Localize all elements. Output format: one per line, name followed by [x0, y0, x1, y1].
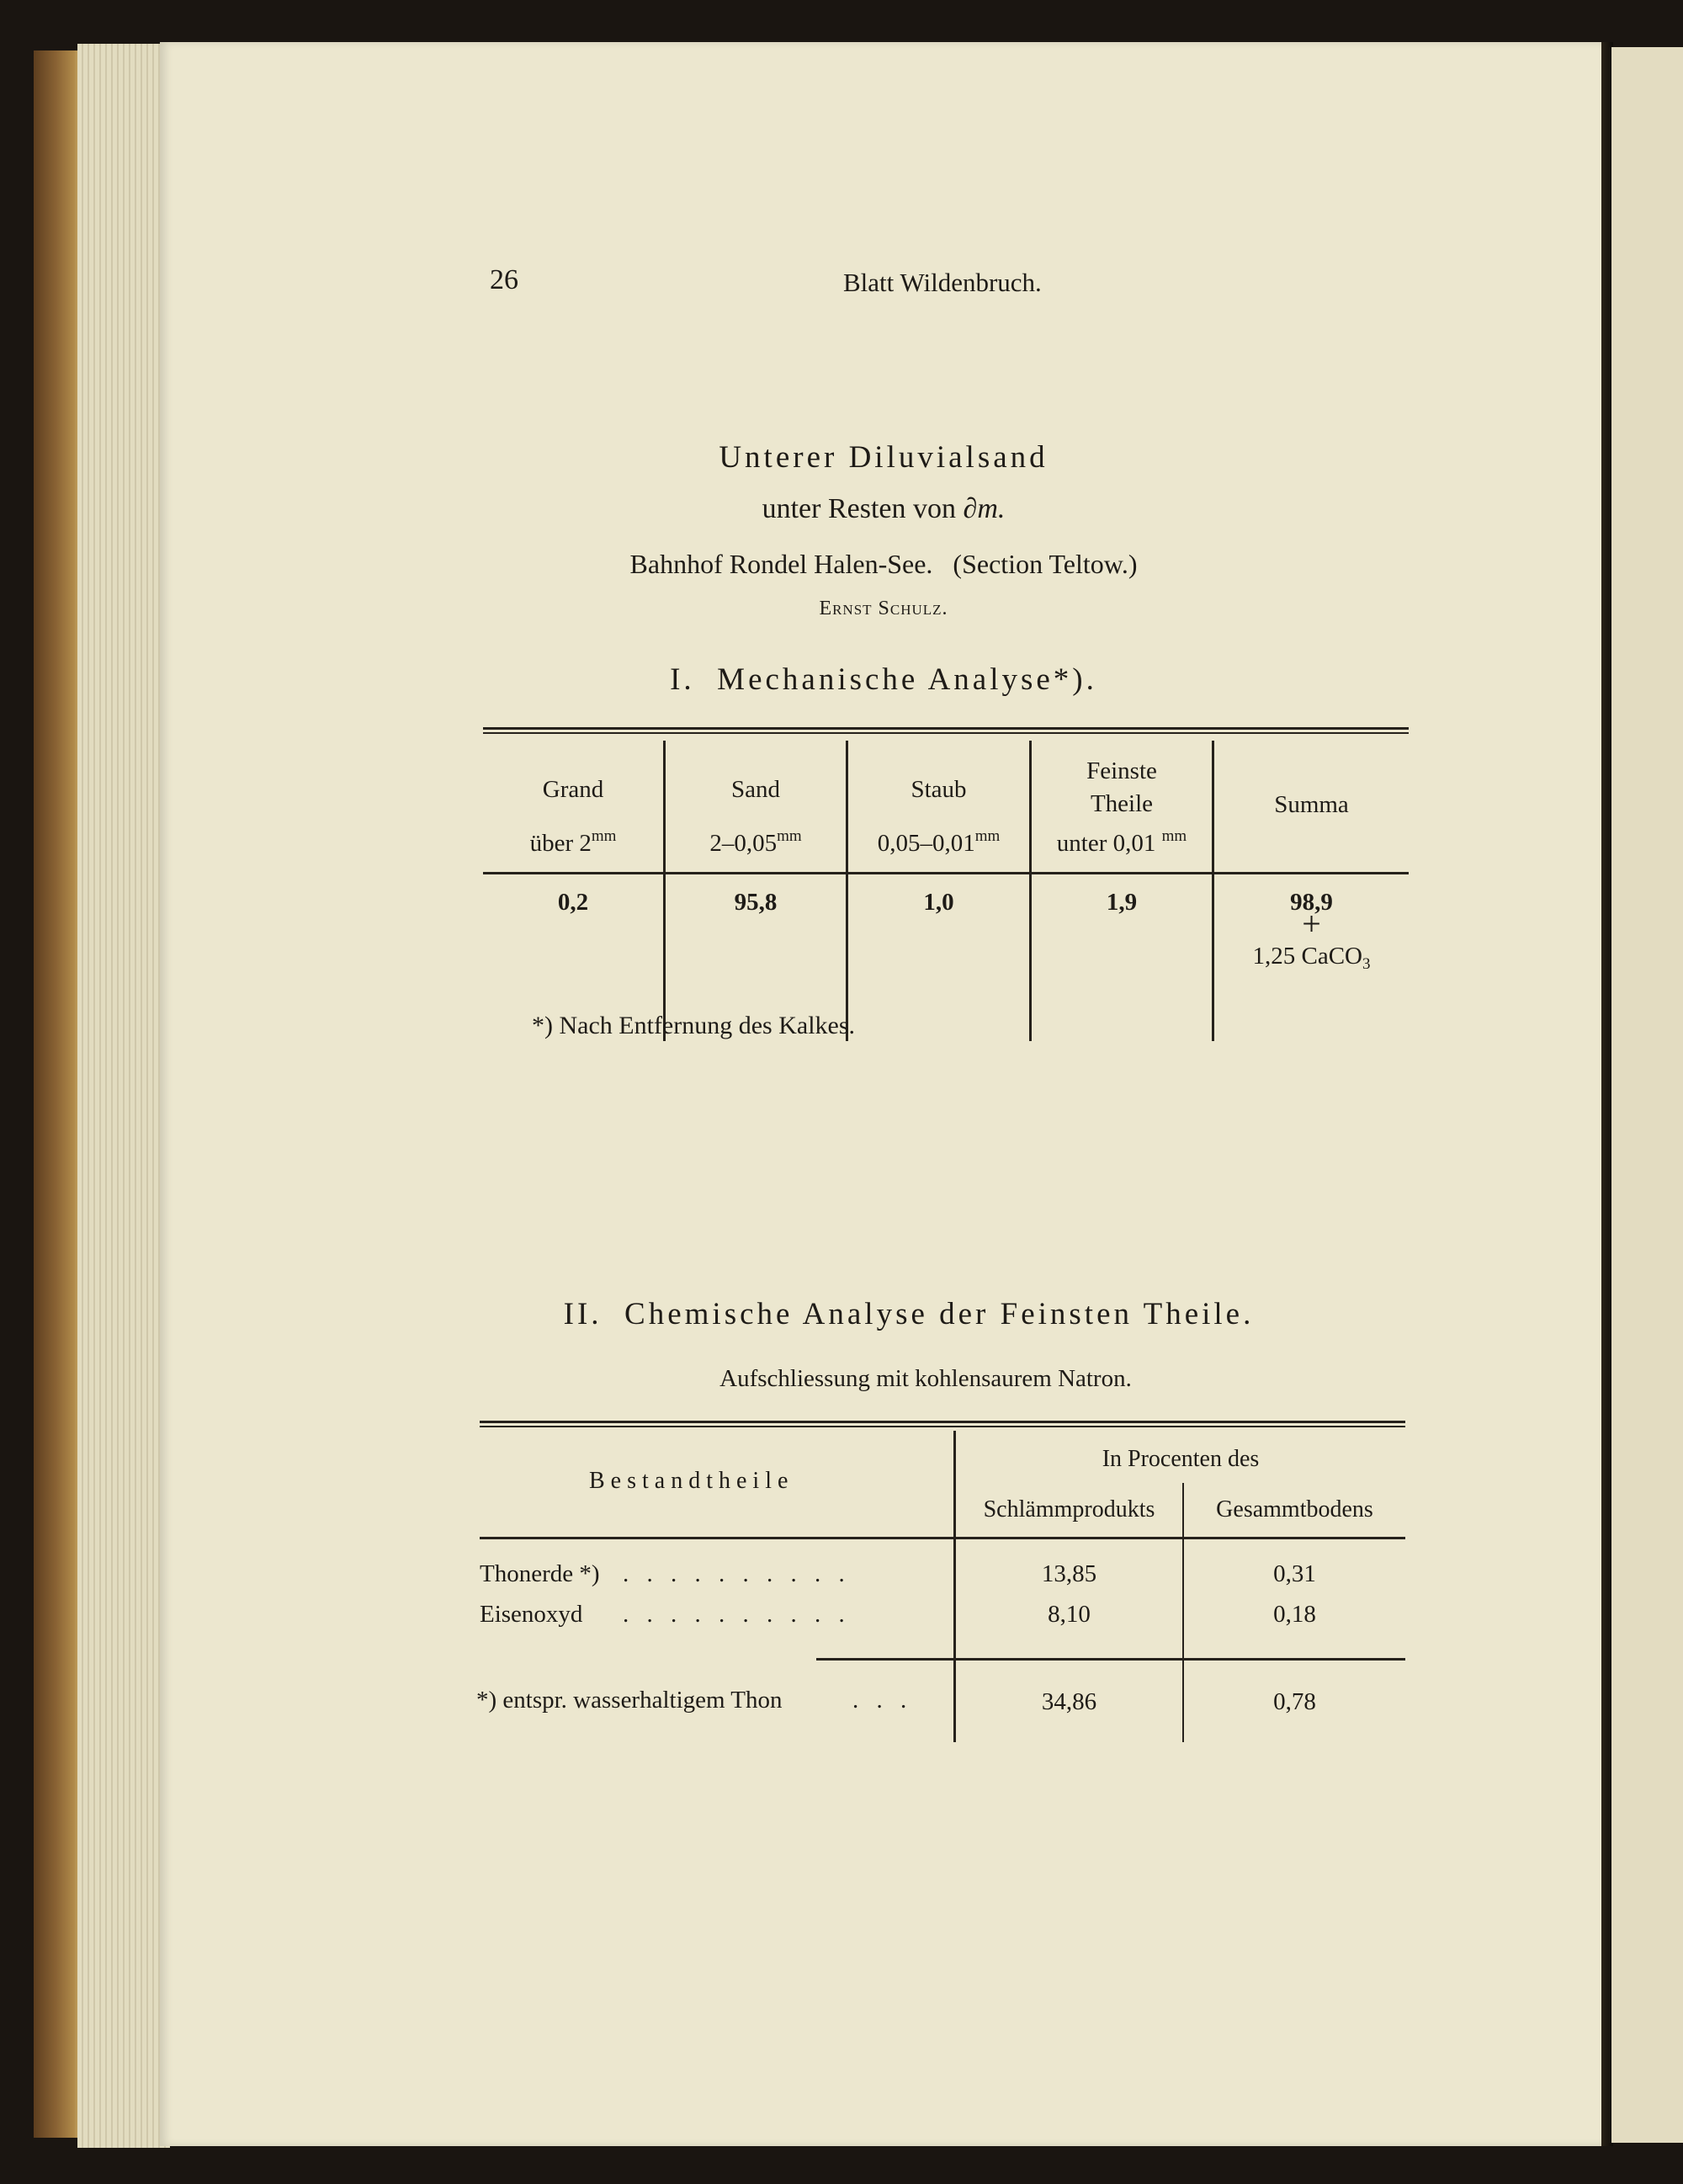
col-header-feinste: Feinste	[1086, 757, 1157, 784]
table-row-label: Thonerde *)	[480, 1560, 600, 1587]
col-header-sand: Sand	[731, 776, 780, 803]
unit-value: unter 0,01	[1056, 830, 1162, 857]
unit-value: 0,05–0,01	[877, 830, 975, 857]
chemical-analysis-title: II. Chemische Analyse der Feinsten Theile.	[563, 1297, 1255, 1331]
chemical-analysis-subtitle: Aufschliessung mit kohlensaurem Natron.	[719, 1365, 1132, 1392]
location-line: Bahnhof Rondel Halen-See. (Section Teltow.)	[629, 549, 1138, 579]
value-sand: 95,8	[734, 889, 778, 916]
section-subtitle	[589, 493, 1178, 525]
mechanical-analysis-title: I. Mechanische Analyse*).	[670, 662, 1097, 697]
col-unit-staub	[848, 828, 1029, 858]
footnote-value-schlaemm: 34,86	[1041, 1688, 1097, 1715]
section-title: Unterer Diluvialsand	[719, 440, 1049, 475]
footnote-value-gesammt: 0,78	[1273, 1688, 1316, 1715]
col-header-components: Bestandtheile	[589, 1468, 794, 1494]
unit-value: über 2	[529, 830, 592, 857]
facing-page-edge	[1611, 47, 1683, 2143]
col-header-schlaemmprodukts: Schlämmprodukts	[983, 1496, 1155, 1522]
carbonate-subscript: 3	[1362, 955, 1371, 973]
col-header-staub: Staub	[911, 776, 967, 803]
value-staub: 1,0	[923, 889, 954, 916]
col-header-gesammtbodens: Gesammtbodens	[1216, 1496, 1373, 1522]
col-header-grand: Grand	[542, 776, 604, 803]
unit-superscript: mm	[591, 827, 617, 845]
col-unit-sand	[666, 828, 846, 858]
running-title: Blatt Wildenbruch.	[843, 268, 1042, 297]
col-header-theile: Theile	[1090, 790, 1154, 817]
author-name: Ernst Schulz.	[819, 598, 948, 619]
page-number: 26	[490, 264, 518, 295]
col-unit-grand	[483, 828, 663, 858]
page-stack-edges	[77, 44, 170, 2148]
value-summa: 98,9	[1290, 889, 1333, 916]
row-value-gesammt: 0,18	[1273, 1601, 1316, 1628]
subtitle-text: unter Resten von	[762, 493, 964, 524]
row-value-gesammt: 0,31	[1273, 1560, 1316, 1587]
unit-superscript: mm	[1161, 827, 1187, 845]
unit-value: 2–0,05	[709, 830, 778, 857]
leader-dots: . . .	[852, 1687, 913, 1714]
leader-dots: . . . . . . . . . .	[623, 1601, 851, 1628]
plus-sign: +	[1302, 905, 1321, 943]
footnote-row-label: *) entspr. wasserhaltigem Thon	[476, 1687, 783, 1714]
col-unit-feinste	[1032, 828, 1212, 858]
table-row-label: Eisenoxyd	[480, 1601, 583, 1628]
unit-superscript: mm	[777, 827, 802, 845]
value-grand: 0,2	[557, 889, 589, 916]
book-cover-edge	[34, 50, 84, 2138]
carbonate-text: 1,25 CaCO	[1252, 943, 1362, 970]
mechanical-footnote: *) Nach Entfernung des Kalkes.	[532, 1012, 856, 1039]
row-value-schlaemm: 8,10	[1048, 1601, 1091, 1628]
unit-superscript: mm	[974, 827, 1001, 845]
row-value-schlaemm: 13,85	[1041, 1560, 1097, 1587]
leader-dots: . . . . . . . . . .	[623, 1560, 851, 1587]
value-feinste: 1,9	[1106, 889, 1138, 916]
col-header-percent-group: In Procenten des	[1102, 1446, 1260, 1472]
carbonate-value	[1214, 941, 1409, 971]
geologic-symbol: ∂m.	[963, 493, 1006, 524]
col-header-summa: Summa	[1274, 791, 1349, 818]
book-page	[160, 42, 1603, 2146]
